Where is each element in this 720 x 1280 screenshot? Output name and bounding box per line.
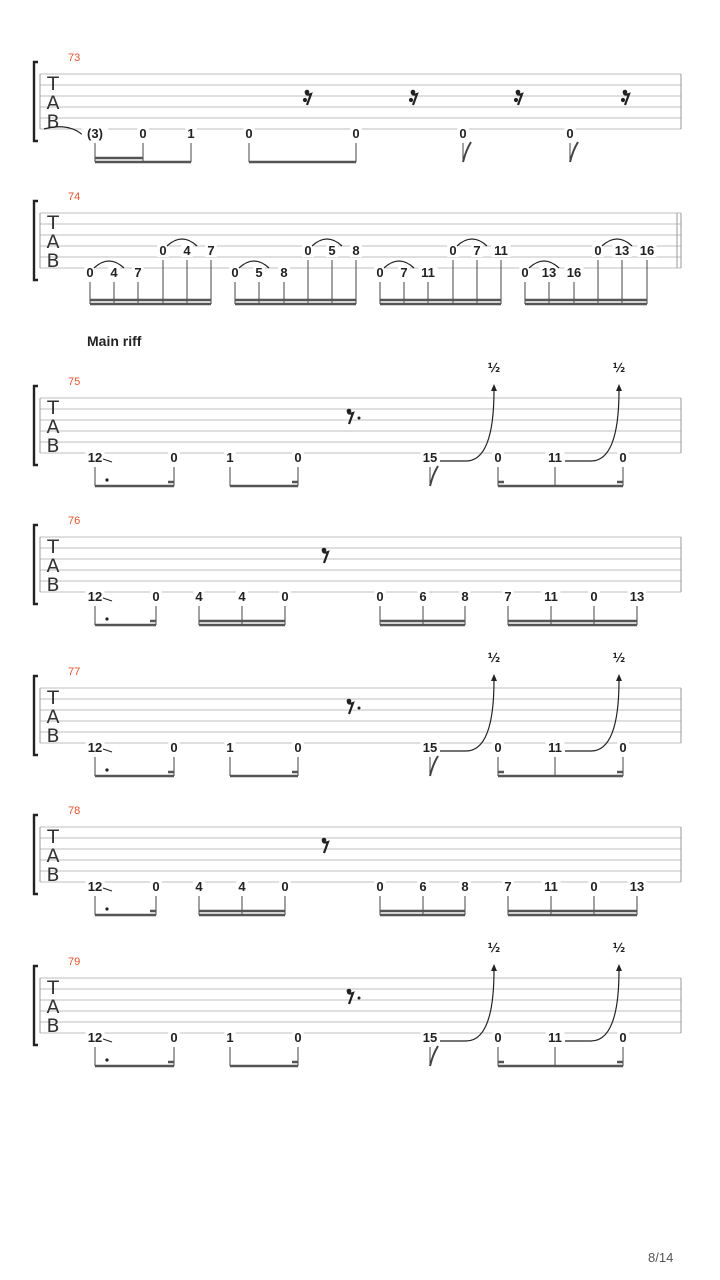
fret-number: 16 bbox=[639, 243, 655, 258]
bend-curve bbox=[440, 680, 494, 751]
fret-number: 7 bbox=[473, 243, 481, 258]
tab-system-measure-73 bbox=[34, 52, 681, 162]
page-number: 8/14 bbox=[648, 1250, 674, 1265]
rest-head bbox=[347, 409, 352, 414]
tie-arc bbox=[384, 261, 414, 268]
fret-number: 7 bbox=[134, 265, 142, 280]
fret-number: 7 bbox=[207, 243, 215, 258]
fret-number: 0 bbox=[170, 450, 178, 465]
fret-number: 12 bbox=[87, 1030, 103, 1045]
rest-dot bbox=[358, 997, 361, 1000]
system-bracket bbox=[34, 201, 38, 280]
tab-clef-letter: A bbox=[46, 706, 60, 728]
tab-clef-letter: B bbox=[46, 435, 60, 457]
augmentation-dot bbox=[105, 768, 108, 771]
fret-number: 0 bbox=[590, 589, 598, 604]
measure-number: 78 bbox=[68, 805, 81, 817]
fret-number: 4 bbox=[195, 589, 203, 604]
fret-number: 0 bbox=[170, 1030, 178, 1045]
fret-number: 0 bbox=[449, 243, 457, 258]
rest-head bbox=[623, 90, 628, 95]
rest-dot bbox=[358, 417, 361, 420]
tab-clef-letter: T bbox=[47, 73, 59, 95]
fret-number: 11 bbox=[548, 450, 562, 465]
bend-arrow bbox=[616, 674, 622, 681]
fret-number: 7 bbox=[400, 265, 408, 280]
rest-head bbox=[347, 699, 352, 704]
fret-number: 0 bbox=[376, 589, 384, 604]
tab-clef-letter: B bbox=[46, 725, 60, 747]
fret-number: 4 bbox=[238, 879, 246, 894]
fret-number: 8 bbox=[461, 589, 469, 604]
fret-number: 7 bbox=[504, 589, 512, 604]
fret-number: 15 bbox=[422, 450, 438, 465]
rest-head bbox=[303, 98, 307, 102]
fret-number: 11 bbox=[421, 265, 435, 280]
tab-clef-letter: T bbox=[47, 536, 59, 558]
fret-number: 0 bbox=[352, 126, 360, 141]
system-bracket bbox=[34, 966, 38, 1045]
fret-number: 12 bbox=[87, 589, 103, 604]
tab-clef-letter: A bbox=[46, 555, 60, 577]
fret-number: 0 bbox=[294, 1030, 302, 1045]
fret-number: 12 bbox=[87, 879, 103, 894]
fret-number: 16 bbox=[566, 265, 582, 280]
tab-clef-letter: T bbox=[47, 397, 59, 419]
fret-number: 0 bbox=[494, 1030, 502, 1045]
fret-number: 1 bbox=[226, 1030, 234, 1045]
fret-number: 4 bbox=[238, 589, 246, 604]
fret-number: 0 bbox=[245, 126, 253, 141]
tab-clef-letter: B bbox=[46, 1015, 60, 1037]
tie-arc bbox=[457, 239, 487, 246]
system-bracket bbox=[34, 676, 38, 755]
note-flag bbox=[463, 142, 471, 162]
rest-head bbox=[514, 98, 518, 102]
rest-head bbox=[411, 90, 416, 95]
fret-number: 11 bbox=[548, 1030, 562, 1045]
fret-number: 0 bbox=[170, 740, 178, 755]
fret-number: 12 bbox=[87, 740, 103, 755]
bend-amount-label: ½ bbox=[612, 361, 626, 375]
tab-clef-letter: A bbox=[46, 231, 60, 253]
fret-number: 15 bbox=[422, 740, 438, 755]
augmentation-dot bbox=[105, 907, 108, 910]
bend-amount-label: ½ bbox=[487, 651, 501, 665]
rest-head bbox=[516, 90, 521, 95]
fret-number: 8 bbox=[352, 243, 360, 258]
measure-number: 75 bbox=[68, 376, 81, 388]
fret-number: 4 bbox=[110, 265, 118, 280]
tab-clef-letter: A bbox=[46, 845, 60, 867]
fret-number: 0 bbox=[521, 265, 529, 280]
rest-head bbox=[322, 838, 327, 843]
fret-number: 5 bbox=[255, 265, 263, 280]
fret-number: 15 bbox=[422, 1030, 438, 1045]
fret-number: 0 bbox=[152, 589, 160, 604]
bend-amount-label: ½ bbox=[612, 941, 626, 955]
tab-system-measure-74 bbox=[34, 191, 681, 304]
fret-number: 8 bbox=[461, 879, 469, 894]
fret-number: 0 bbox=[294, 450, 302, 465]
fret-number: 0 bbox=[494, 450, 502, 465]
note-flag bbox=[570, 142, 578, 162]
rest-head bbox=[621, 98, 625, 102]
fret-number: 0 bbox=[281, 589, 289, 604]
fret-number: 0 bbox=[159, 243, 167, 258]
fret-number: 0 bbox=[152, 879, 160, 894]
fret-number: 0 bbox=[494, 740, 502, 755]
tab-clef-letter: B bbox=[46, 250, 60, 272]
fret-number: 1 bbox=[226, 450, 234, 465]
section-label: Main riff bbox=[87, 333, 142, 349]
tie-arc bbox=[312, 239, 342, 246]
bend-curve bbox=[565, 970, 619, 1041]
tab-clef-letter: B bbox=[46, 111, 60, 133]
bend-arrow bbox=[616, 384, 622, 391]
fret-number: 0 bbox=[594, 243, 602, 258]
tie-arc bbox=[94, 261, 124, 268]
fret-number: 11 bbox=[544, 879, 558, 894]
measure-number: 73 bbox=[68, 52, 81, 64]
tab-clef-letter: T bbox=[47, 212, 59, 234]
bend-arrow bbox=[491, 384, 497, 391]
fret-number: 0 bbox=[231, 265, 239, 280]
tab-clef-letter: B bbox=[46, 574, 60, 596]
fret-number: 4 bbox=[195, 879, 203, 894]
fret-number: 13 bbox=[614, 243, 630, 258]
fret-number: 13 bbox=[629, 879, 645, 894]
bend-curve bbox=[440, 390, 494, 461]
fret-number: 13 bbox=[541, 265, 557, 280]
tab-clef-letter: A bbox=[46, 416, 60, 438]
augmentation-dot bbox=[105, 617, 108, 620]
fret-number: 11 bbox=[494, 243, 508, 258]
tab-system-measure-75 bbox=[34, 361, 681, 486]
augmentation-dot bbox=[105, 478, 108, 481]
system-bracket bbox=[34, 386, 38, 465]
tab-clef-letter: A bbox=[46, 996, 60, 1018]
rest-dot bbox=[358, 707, 361, 710]
fret-number: 0 bbox=[281, 879, 289, 894]
bend-curve bbox=[565, 390, 619, 461]
tab-clef-letter: B bbox=[46, 864, 60, 886]
augmentation-dot bbox=[105, 1058, 108, 1061]
fret-number: 0 bbox=[619, 740, 627, 755]
tab-system-measure-76 bbox=[34, 515, 681, 625]
fret-number: 4 bbox=[183, 243, 191, 258]
fret-number: 12 bbox=[87, 450, 103, 465]
fret-number: 0 bbox=[294, 740, 302, 755]
bend-curve bbox=[440, 970, 494, 1041]
rest-head bbox=[305, 90, 310, 95]
bend-curve bbox=[565, 680, 619, 751]
fret-number: 13 bbox=[629, 589, 645, 604]
fret-number: (3) bbox=[87, 126, 103, 141]
rest-head bbox=[347, 989, 352, 994]
tab-system-measure-79 bbox=[34, 941, 681, 1066]
note-flag bbox=[430, 466, 438, 486]
rest-head bbox=[322, 548, 327, 553]
measure-number: 79 bbox=[68, 956, 81, 968]
fret-number: 1 bbox=[187, 126, 195, 141]
measure-number: 74 bbox=[68, 191, 81, 203]
tab-clef-letter: T bbox=[47, 687, 59, 709]
fret-number: 0 bbox=[139, 126, 147, 141]
tab-clef-letter: T bbox=[47, 826, 59, 848]
fret-number: 1 bbox=[226, 740, 234, 755]
fret-number: 8 bbox=[280, 265, 288, 280]
fret-number: 6 bbox=[419, 879, 427, 894]
rest-head bbox=[409, 98, 413, 102]
fret-number: 0 bbox=[376, 879, 384, 894]
system-bracket bbox=[34, 525, 38, 604]
bend-amount-label: ½ bbox=[487, 361, 501, 375]
system-bracket bbox=[34, 815, 38, 894]
fret-number: 5 bbox=[328, 243, 336, 258]
fret-number: 0 bbox=[304, 243, 312, 258]
fret-number: 0 bbox=[619, 1030, 627, 1045]
tab-clef-letter: A bbox=[46, 92, 60, 114]
fret-number: 0 bbox=[590, 879, 598, 894]
bend-arrow bbox=[491, 964, 497, 971]
fret-number: 7 bbox=[504, 879, 512, 894]
fret-number: 0 bbox=[619, 450, 627, 465]
measure-number: 77 bbox=[68, 666, 81, 678]
measure-number: 76 bbox=[68, 515, 81, 527]
bend-arrow bbox=[616, 964, 622, 971]
fret-number: 0 bbox=[566, 126, 574, 141]
bend-amount-label: ½ bbox=[487, 941, 501, 955]
fret-number: 0 bbox=[86, 265, 94, 280]
tab-system-measure-77 bbox=[34, 651, 681, 776]
system-bracket bbox=[34, 62, 38, 141]
tie-arc bbox=[239, 261, 269, 268]
fret-number: 0 bbox=[459, 126, 467, 141]
tab-clef-letter: T bbox=[47, 977, 59, 999]
tie-arc bbox=[167, 239, 197, 246]
fret-number: 0 bbox=[376, 265, 384, 280]
note-flag bbox=[430, 756, 438, 776]
bend-arrow bbox=[491, 674, 497, 681]
fret-number: 11 bbox=[544, 589, 558, 604]
bend-amount-label: ½ bbox=[612, 651, 626, 665]
note-flag bbox=[430, 1046, 438, 1066]
fret-number: 6 bbox=[419, 589, 427, 604]
fret-number: 11 bbox=[548, 740, 562, 755]
tab-system-measure-78 bbox=[34, 805, 681, 915]
